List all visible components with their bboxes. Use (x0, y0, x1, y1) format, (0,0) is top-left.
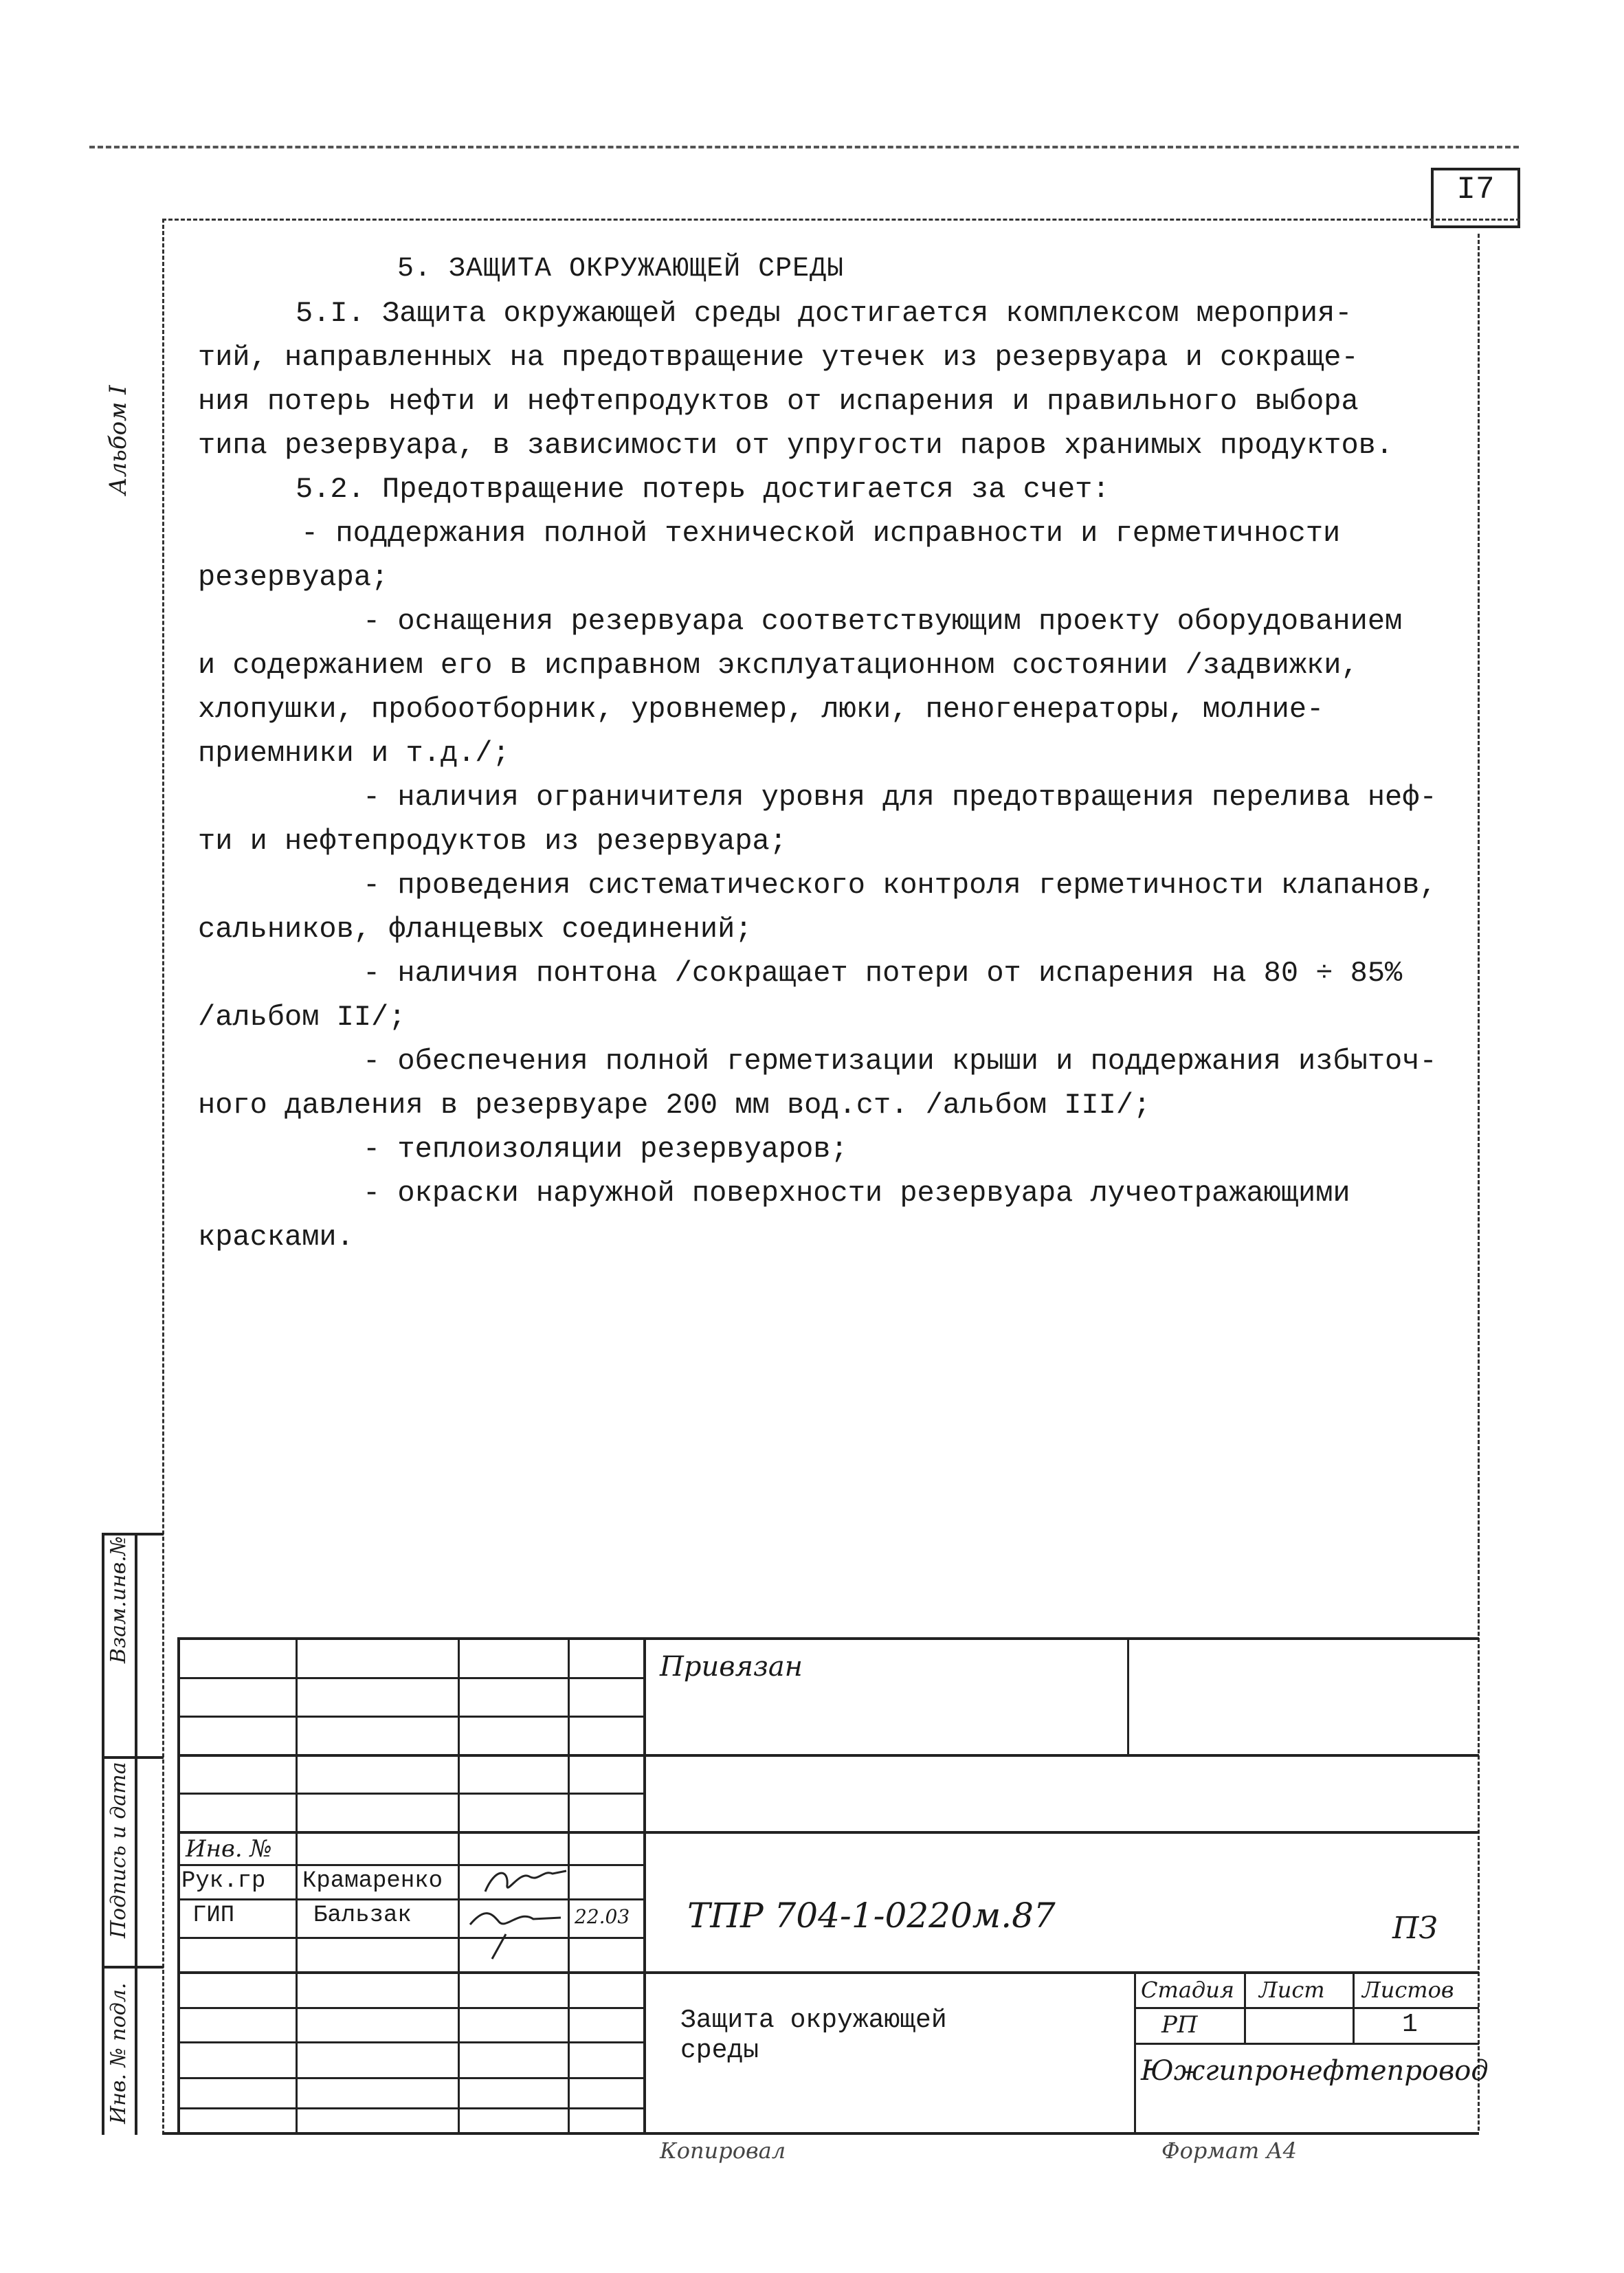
stamp-top-line (177, 1637, 1479, 1640)
top-scan-line (89, 146, 1519, 148)
margin-strip-top (102, 1533, 164, 1535)
text-line: ного давления в резервуаре 200 мм вод.ст. /альбом III/; (198, 1089, 1151, 1122)
page-number: I7 (1456, 172, 1495, 208)
stamp-col-line (643, 1637, 646, 2135)
date-gip: 22.03 (575, 1905, 630, 1928)
text-line: ния потерь нефти и нефтепродуктов от испарения и правильного выбора (198, 385, 1359, 418)
text-line: - обеспечения полной герметизации крыши и поддержания избыточ- (363, 1045, 1437, 1078)
stamp-row-line (177, 1937, 645, 1939)
margin-strip-mid (135, 1533, 137, 2135)
stamp-col-line (1244, 1971, 1246, 2043)
col-sheets-label: Листов (1362, 1977, 1454, 2003)
stamp-col-line (1127, 1637, 1129, 1755)
frame-left (162, 219, 164, 2135)
stamp-row-line (177, 1831, 1479, 1834)
doc-title-line2: среды (680, 2036, 759, 2065)
stamp-col-line (458, 1637, 460, 2135)
margin-divider-2 (102, 1966, 164, 1969)
margin-vzam-inv: Взам.инв.№ (107, 1535, 131, 1663)
role-gip: ГИП (192, 1903, 235, 1929)
stamp-row-line (177, 1971, 1479, 1974)
document-code: ТПР 704-1-0220м.87 (687, 1896, 1056, 1936)
frame-bottom (162, 2132, 1479, 2135)
stamp-row-line (177, 1677, 645, 1679)
stamp-col-line (1134, 1971, 1136, 2135)
text-line: приемники и т.д./; (198, 737, 510, 770)
margin-sign-date: Подпись и дата (107, 1762, 131, 1938)
name-kramarenko: Крамаренко (302, 1868, 443, 1894)
text-line: - теплоизоляции резервуаров; (363, 1133, 848, 1166)
copied-label: Копировал (660, 2138, 786, 2164)
text-line: резервуара; (198, 561, 389, 594)
signature-balzak (465, 1900, 566, 1962)
privyazan-label: Привязан (660, 1651, 803, 1683)
margin-inv-podl: Инв. № подл. (107, 1982, 131, 2124)
text-line: 5.I. Защита окружающей среды достигается комплексом мероприя- (296, 297, 1353, 330)
role-ruk-gr: Рук.гр (181, 1868, 266, 1894)
stamp-row-line (177, 2007, 645, 2009)
organization: Южгипронефтепровод (1141, 2055, 1489, 2087)
text-line: - окраски наружной поверхности резервуара лучеотражающими (363, 1177, 1350, 1210)
col-sheet-label: Лист (1259, 1977, 1325, 2003)
stamp-col-line (296, 1637, 298, 2135)
text-line: - наличия понтона /сокращает потери от испарения на 80 ÷ 85% (363, 957, 1403, 990)
stamp-row-line (177, 2107, 645, 2109)
text-line: сальников, фланцевых соединений; (198, 913, 753, 946)
stamp-row-line (177, 2077, 645, 2079)
frame-top (162, 219, 1520, 221)
text-line: - наличия ограничителя уровня для предотвращения перелива неф- (363, 781, 1437, 814)
stamp-row-line (177, 1793, 645, 1795)
stamp-row-line (177, 2041, 645, 2043)
stage-value: РП (1161, 2011, 1198, 2039)
text-line: ти и нефтепродуктов из резервуара; (198, 825, 787, 858)
document-type: ПЗ (1392, 1911, 1438, 1946)
signature-kramarenko (481, 1864, 570, 1900)
text-line: - оснащения резервуара соответствующим проекту оборудованием (363, 605, 1403, 638)
text-line: 5.2. Предотвращение потерь достигается за счет: (296, 473, 1110, 506)
section-title: 5. ЗАЩИТА ОКРУЖАЮЩЕЙ СРЕДЫ (397, 254, 845, 285)
format-label: Формат А4 (1161, 2138, 1298, 2164)
inv-no-label: Инв. № (186, 1835, 272, 1863)
margin-divider-1 (102, 1756, 164, 1759)
text-line: тий, направленных на предотвращение утечек из резервуара и сокраще- (198, 341, 1359, 374)
col-stage-label: Стадия (1141, 1977, 1234, 2003)
stamp-row-line (177, 1754, 1479, 1757)
body-text (198, 247, 1469, 1259)
stamp-info-row-line (1134, 2043, 1479, 2045)
name-balzak: Бальзак (313, 1903, 412, 1929)
sheets-value: 1 (1402, 2010, 1418, 2039)
text-line: красками. (198, 1221, 354, 1254)
doc-title-line1: Защита окружающей (680, 2006, 947, 2035)
stamp-col-line (177, 1637, 180, 2135)
margin-album: Альбом I (104, 385, 132, 495)
text-line: /альбом II/; (198, 1001, 406, 1034)
text-line: хлопушки, пробоотборник, уровнемер, люки, пеногенераторы, молние- (198, 693, 1324, 726)
stamp-row-line (177, 1864, 645, 1866)
margin-strip-left (102, 1533, 104, 2135)
frame-right (1478, 234, 1480, 2131)
stamp-row-line (177, 1898, 645, 1900)
stamp-col-line (1353, 1971, 1355, 2043)
text-line: - поддержания полной технической исправности и герметичности (301, 517, 1341, 550)
text-line: - проведения систематического контроля герметичности клапанов, (363, 869, 1437, 902)
text-line: и содержанием его в исправном эксплуатационном состоянии /задвижки, (198, 649, 1359, 682)
stamp-info-row-line (1134, 2007, 1479, 2009)
text-line: типа резервуара, в зависимости от упругости паров хранимых продуктов. (198, 429, 1394, 462)
stamp-row-line (177, 1716, 645, 1718)
